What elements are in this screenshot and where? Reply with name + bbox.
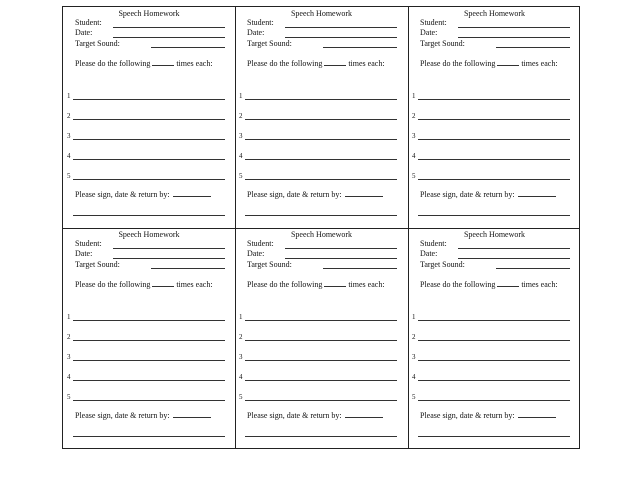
card-title: Speech Homework (463, 9, 526, 18)
item-answer-line[interactable] (73, 400, 225, 401)
signature-field[interactable] (245, 215, 397, 216)
item-answer-line[interactable] (418, 380, 570, 381)
instruction-before: Please do the following (75, 280, 151, 289)
homework-card (408, 228, 581, 450)
return-by-blank[interactable] (173, 411, 211, 418)
times-blank[interactable] (497, 280, 519, 287)
date-label: Date: (75, 28, 93, 37)
item-answer-line[interactable] (418, 119, 570, 120)
item-answer-line[interactable] (73, 320, 225, 321)
times-blank[interactable] (152, 280, 174, 287)
item-answer-line[interactable] (418, 400, 570, 401)
item-answer-line[interactable] (73, 119, 225, 120)
item-number: 4 (412, 373, 416, 381)
target-sound-label: Target Sound: (75, 39, 120, 48)
item-answer-line[interactable] (73, 99, 225, 100)
signature-field[interactable] (418, 215, 570, 216)
student-field[interactable] (285, 27, 397, 28)
item-number: 5 (67, 393, 71, 401)
date-field[interactable] (285, 258, 397, 259)
target-sound-label: Target Sound: (247, 260, 292, 269)
student-field[interactable] (458, 248, 570, 249)
item-answer-line[interactable] (73, 179, 225, 180)
item-number: 5 (239, 393, 243, 401)
instruction-text (420, 280, 558, 289)
date-field[interactable] (113, 258, 225, 259)
signature-field[interactable] (73, 436, 225, 437)
homework-card (408, 7, 581, 228)
item-answer-line[interactable] (418, 360, 570, 361)
item-number: 4 (412, 152, 416, 160)
student-label: Student: (75, 18, 102, 27)
target-sound-field[interactable] (496, 47, 570, 48)
instruction-after: times each: (521, 59, 558, 68)
student-field[interactable] (285, 248, 397, 249)
signature-field[interactable] (418, 436, 570, 437)
instruction-text (75, 59, 213, 68)
student-field[interactable] (113, 27, 225, 28)
item-number: 4 (67, 152, 71, 160)
date-label: Date: (420, 249, 438, 258)
item-number: 2 (67, 112, 71, 120)
item-answer-line[interactable] (73, 340, 225, 341)
item-answer-line[interactable] (245, 380, 397, 381)
instruction-before: Please do the following (420, 280, 496, 289)
sign-label: Please sign, date & return by: (75, 411, 170, 420)
sign-instruction (420, 411, 556, 420)
date-label: Date: (420, 28, 438, 37)
item-number: 1 (67, 92, 71, 100)
target-sound-field[interactable] (323, 47, 397, 48)
item-answer-line[interactable] (245, 119, 397, 120)
instruction-after: times each: (521, 280, 558, 289)
item-answer-line[interactable] (418, 179, 570, 180)
sign-instruction (75, 411, 211, 420)
times-blank[interactable] (324, 280, 346, 287)
sign-instruction (75, 190, 211, 199)
item-number: 5 (412, 393, 416, 401)
homework-card (63, 228, 235, 450)
return-by-blank[interactable] (173, 190, 211, 197)
student-field[interactable] (458, 27, 570, 28)
instruction-before: Please do the following (247, 59, 323, 68)
date-label: Date: (247, 249, 265, 258)
item-answer-line[interactable] (245, 340, 397, 341)
item-number: 5 (412, 172, 416, 180)
sign-instruction (247, 190, 383, 199)
student-label: Student: (247, 18, 274, 27)
date-field[interactable] (458, 37, 570, 38)
sign-label: Please sign, date & return by: (420, 190, 515, 199)
item-number: 3 (67, 132, 71, 140)
item-number: 5 (239, 172, 243, 180)
student-label: Student: (420, 239, 447, 248)
times-blank[interactable] (152, 59, 174, 66)
item-answer-line[interactable] (245, 139, 397, 140)
student-label: Student: (75, 239, 102, 248)
date-label: Date: (75, 249, 93, 258)
item-number: 1 (412, 92, 416, 100)
target-sound-field[interactable] (151, 268, 225, 269)
row-divider (63, 228, 579, 229)
instruction-after: times each: (176, 280, 213, 289)
card-title: Speech Homework (118, 9, 180, 18)
item-number: 2 (67, 333, 71, 341)
target-sound-label: Target Sound: (420, 260, 465, 269)
item-answer-line[interactable] (245, 179, 397, 180)
item-number: 1 (412, 313, 416, 321)
sign-label: Please sign, date & return by: (420, 411, 515, 420)
item-number: 4 (67, 373, 71, 381)
signature-field[interactable] (245, 436, 397, 437)
sign-label: Please sign, date & return by: (247, 190, 342, 199)
item-number: 1 (239, 92, 243, 100)
return-by-blank[interactable] (518, 190, 556, 197)
instruction-after: times each: (176, 59, 213, 68)
instruction-after: times each: (348, 280, 385, 289)
card-title: Speech Homework (463, 230, 526, 239)
item-answer-line[interactable] (73, 360, 225, 361)
sign-instruction (420, 190, 556, 199)
instruction-before: Please do the following (247, 280, 323, 289)
times-blank[interactable] (497, 59, 519, 66)
item-number: 3 (412, 353, 416, 361)
date-field[interactable] (285, 37, 397, 38)
item-answer-line[interactable] (245, 400, 397, 401)
instruction-before: Please do the following (420, 59, 496, 68)
signature-field[interactable] (73, 215, 225, 216)
homework-sheet (62, 6, 580, 449)
card-title: Speech Homework (290, 230, 353, 239)
item-answer-line[interactable] (418, 159, 570, 160)
item-number: 2 (239, 112, 243, 120)
sign-label: Please sign, date & return by: (247, 411, 342, 420)
item-number: 3 (67, 353, 71, 361)
item-answer-line[interactable] (245, 99, 397, 100)
item-number: 4 (239, 152, 243, 160)
target-sound-label: Target Sound: (247, 39, 292, 48)
item-number: 5 (67, 172, 71, 180)
item-number: 3 (239, 132, 243, 140)
target-sound-label: Target Sound: (420, 39, 465, 48)
item-answer-line[interactable] (73, 139, 225, 140)
homework-card (235, 7, 408, 228)
item-answer-line[interactable] (245, 320, 397, 321)
return-by-blank[interactable] (518, 411, 556, 418)
homework-card (63, 7, 235, 228)
item-number: 3 (412, 132, 416, 140)
target-sound-field[interactable] (323, 268, 397, 269)
instruction-text (247, 59, 385, 68)
item-answer-line[interactable] (245, 159, 397, 160)
item-number: 2 (412, 112, 416, 120)
item-answer-line[interactable] (73, 380, 225, 381)
target-sound-field[interactable] (151, 47, 225, 48)
date-field[interactable] (458, 258, 570, 259)
student-label: Student: (247, 239, 274, 248)
instruction-before: Please do the following (75, 59, 151, 68)
sign-instruction (247, 411, 383, 420)
return-by-blank[interactable] (345, 190, 383, 197)
instruction-text (75, 280, 213, 289)
target-sound-label: Target Sound: (75, 260, 120, 269)
date-label: Date: (247, 28, 265, 37)
times-blank[interactable] (324, 59, 346, 66)
item-number: 2 (239, 333, 243, 341)
target-sound-field[interactable] (496, 268, 570, 269)
card-title: Speech Homework (290, 9, 353, 18)
item-answer-line[interactable] (418, 99, 570, 100)
sign-label: Please sign, date & return by: (75, 190, 170, 199)
student-field[interactable] (113, 248, 225, 249)
card-title: Speech Homework (118, 230, 180, 239)
item-answer-line[interactable] (418, 320, 570, 321)
return-by-blank[interactable] (345, 411, 383, 418)
item-number: 4 (239, 373, 243, 381)
item-number: 1 (239, 313, 243, 321)
item-answer-line[interactable] (418, 139, 570, 140)
instruction-text (420, 59, 558, 68)
item-answer-line[interactable] (73, 159, 225, 160)
item-number: 2 (412, 333, 416, 341)
item-answer-line[interactable] (245, 360, 397, 361)
item-answer-line[interactable] (418, 340, 570, 341)
student-label: Student: (420, 18, 447, 27)
date-field[interactable] (113, 37, 225, 38)
instruction-after: times each: (348, 59, 385, 68)
item-number: 3 (239, 353, 243, 361)
instruction-text (247, 280, 385, 289)
item-number: 1 (67, 313, 71, 321)
homework-card (235, 228, 408, 450)
